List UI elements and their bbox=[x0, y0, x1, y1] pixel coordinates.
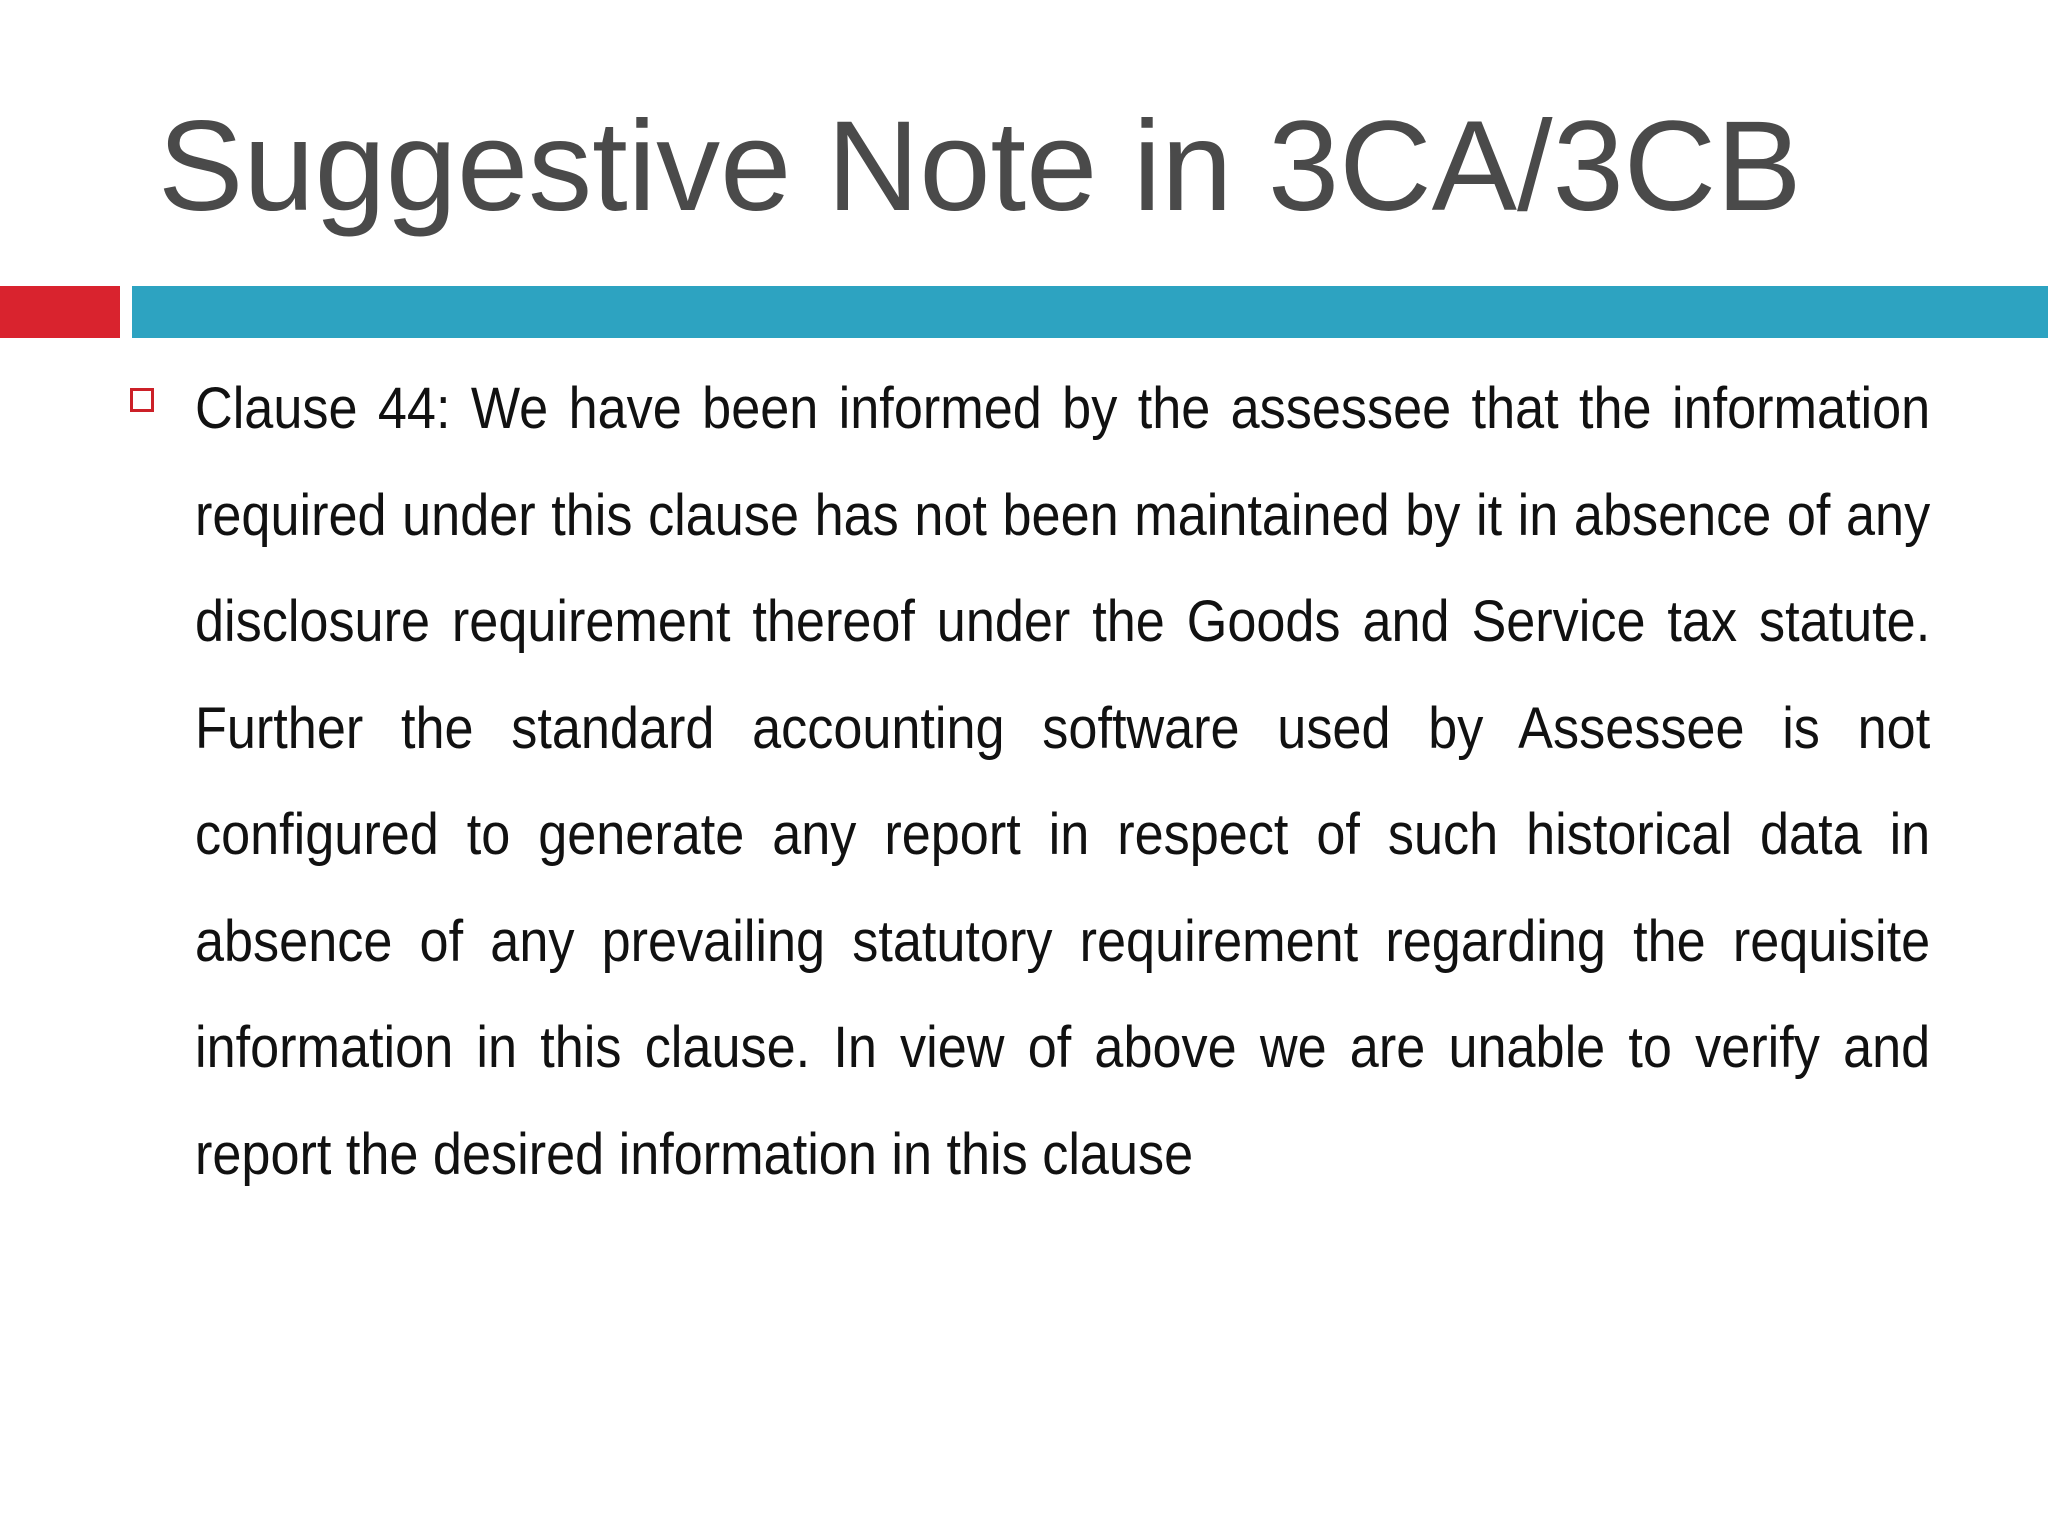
bullet-text: Clause 44: We have been informed by the assessee that the information required under this clause has not been maintained by it in absence of any disclosure requirement thereof under the Goods and Service tax statute. Further the standard accounting software used by Assessee is not configured to generate any report in respect of such historical data in absence of any prevailing statutory requirement regarding the requisite information in this clause. In view of above we are unable to verify and report the desired information in this clause bbox=[195, 376, 1931, 1187]
title-accent-bar-blue bbox=[132, 286, 2048, 338]
title-accent-bar-red bbox=[0, 286, 120, 338]
slide-title: Suggestive Note in 3CA/3CB bbox=[158, 95, 1802, 238]
hollow-square-bullet-icon bbox=[130, 388, 154, 412]
